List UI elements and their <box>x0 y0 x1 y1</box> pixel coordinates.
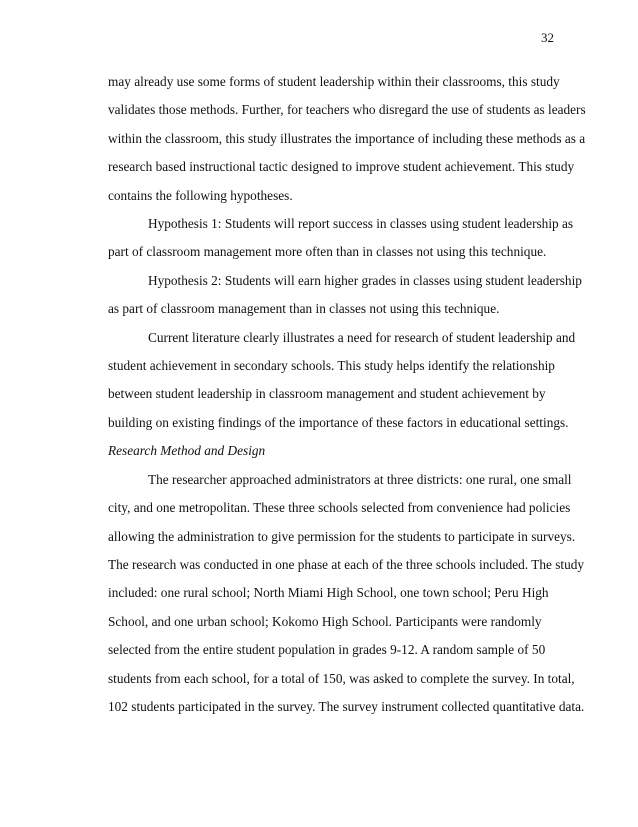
text-line: building on existing findings of the importance of these factors in educational settings. <box>108 414 569 430</box>
text-line: research based instructional tactic designed to improve student achievement. This study <box>108 159 575 175</box>
page-number: 32 <box>541 30 554 45</box>
text-line: students from each school, for a total of 150, was asked to complete the survey. In total, <box>108 670 575 686</box>
text-line: city, and one metropolitan. These three schools selected from convenience had policies <box>108 500 571 516</box>
text-line: within the classroom, this study illustrates the importance of including these methods as a <box>108 130 586 146</box>
hypothesis-2-line: Hypothesis 2: Students will earn higher grades in classes using student leadership <box>148 272 582 288</box>
text-line: may already use some forms of student leadership within their classrooms, this study <box>108 74 560 89</box>
text-line: as part of classroom management than in classes not using this technique. <box>108 301 500 317</box>
body-text <box>108 68 586 721</box>
paragraph-start-line: The researcher approached administrators at three districts: one rural, one small <box>148 471 572 487</box>
hypothesis-1-line: Hypothesis 1: Students will report success in classes using student leadership as <box>148 216 574 232</box>
text-line: included: one rural school; North Miami High School, one town school; Peru High <box>108 585 549 601</box>
text-line: contains the following hypotheses. <box>108 187 293 203</box>
text-line: between student leadership in classroom management and student achievement by <box>108 386 546 402</box>
paragraph-start-line: Current literature clearly illustrates a need for research of student leadership and <box>148 329 576 345</box>
text-line: 102 students participated in the survey. The survey instrument collected quantitative data. <box>108 698 585 714</box>
text-line: allowing the administration to give permission for the students to participate in surveys. <box>108 528 576 544</box>
text-line: The research was conducted in one phase at each of the three schools included. The study <box>108 556 585 572</box>
section-heading: Research Method and Design <box>108 443 266 459</box>
text-line: selected from the entire student population in grades 9-12. A random sample of 50 <box>108 642 546 658</box>
text-line: validates those methods. Further, for teachers who disregard the use of students as leaders <box>108 102 586 118</box>
text-line: School, and one urban school; Kokomo High School. Participants were randomly <box>108 613 542 629</box>
text-line: student achievement in secondary schools. This study helps identify the relationship <box>108 358 555 374</box>
text-line: part of classroom management more often than in classes not using this technique. <box>108 244 547 260</box>
